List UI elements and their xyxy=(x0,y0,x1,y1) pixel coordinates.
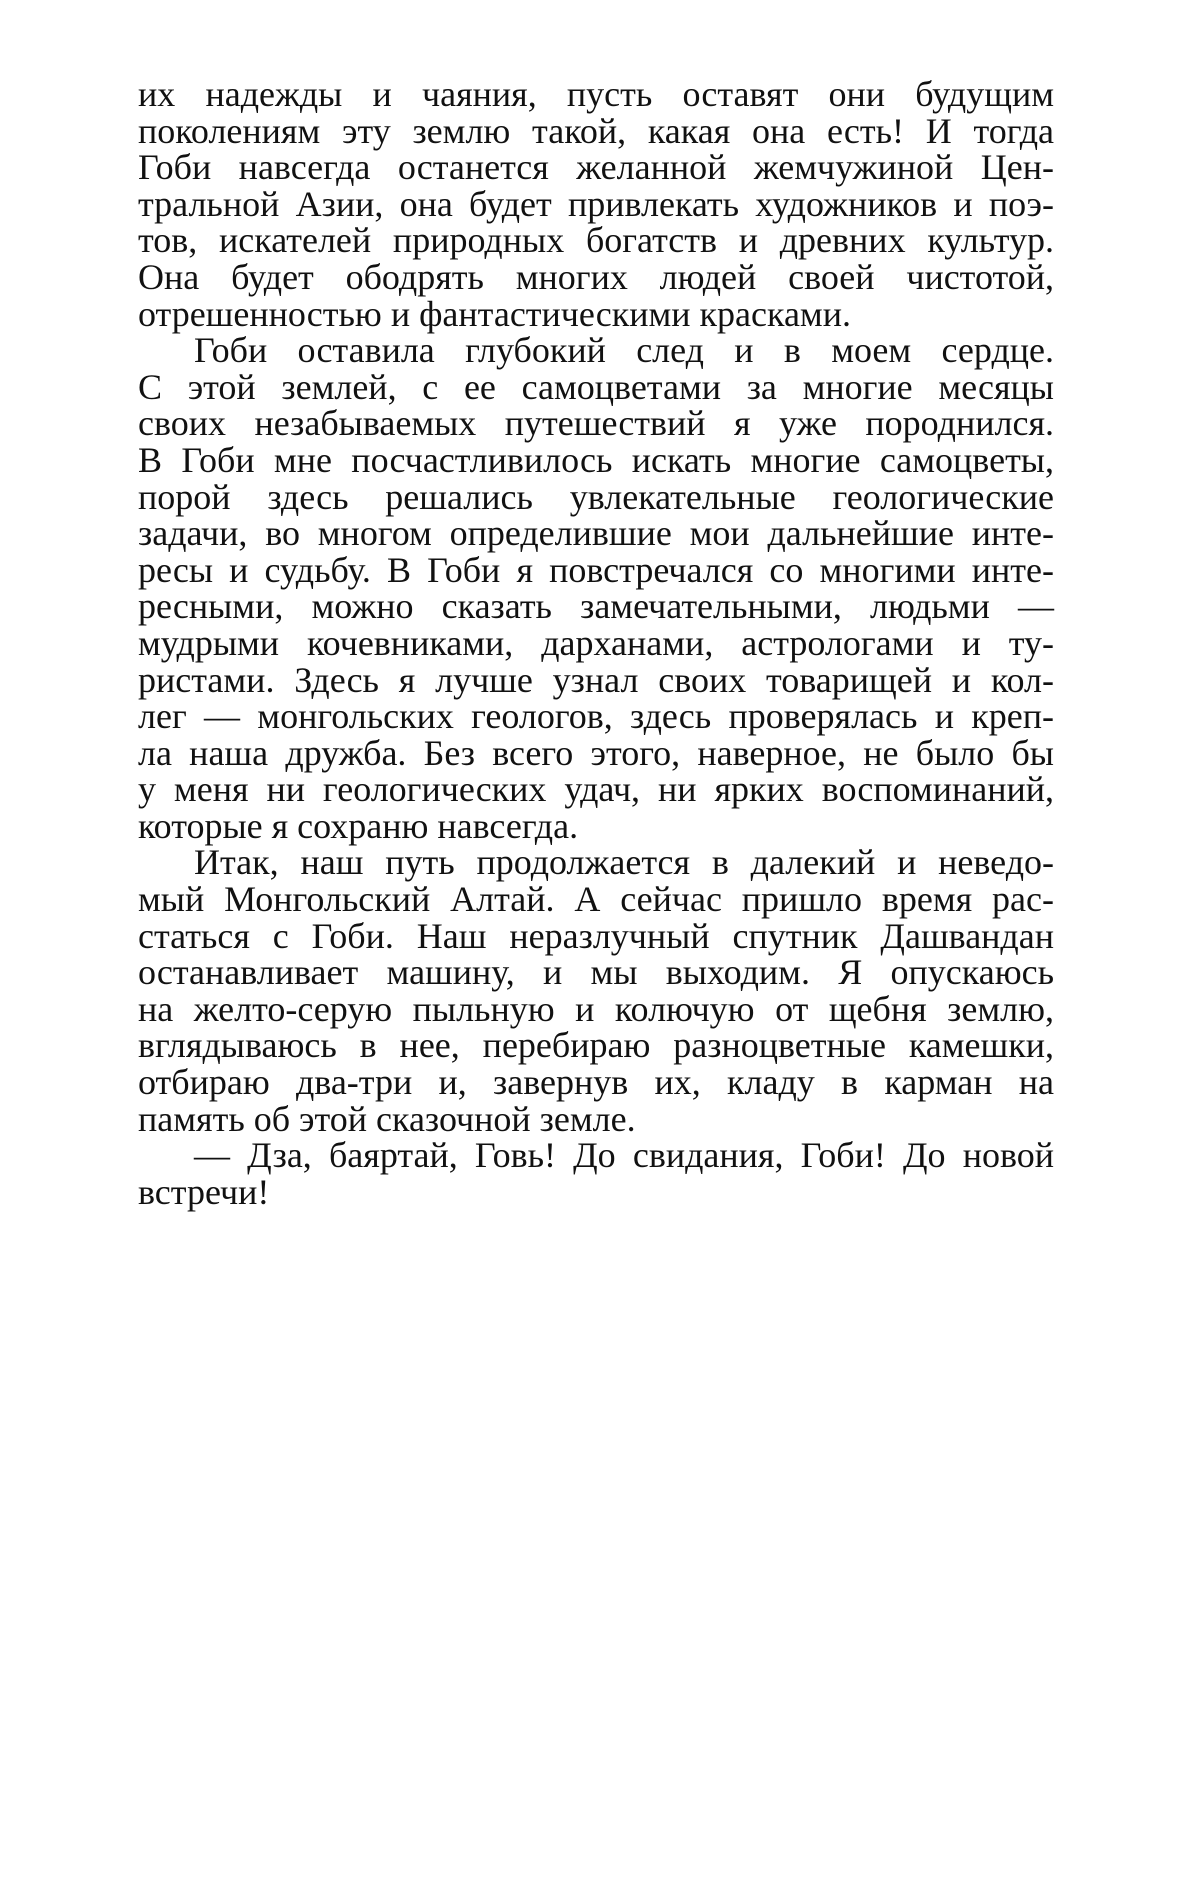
text-line: ресными, можно сказать замечательными, людьми — xyxy=(138,586,1054,627)
text-line: поколениям эту землю такой, какая она есть! И тогда xyxy=(138,110,1054,151)
paragraph-4 xyxy=(138,1137,1054,1210)
text-line: Гоби навсегда останется желанной жемчужиной Цен- xyxy=(138,147,1054,188)
text-line: которые я сохраню навсегда. xyxy=(138,805,579,846)
text-line: их надежды и чаяния, пусть оставят они будущим xyxy=(138,74,1054,114)
text-line: мудрыми кочевниками, дарханами, астрологами и ту- xyxy=(138,622,1054,663)
text-line: Итак, наш путь продолжается в далекий и неведо- xyxy=(194,842,1054,883)
text-line: своих незабываемых путешествий я уже породнился. xyxy=(138,403,1054,444)
text-line: ристами. Здесь я лучше узнал своих товарищей и кол- xyxy=(138,659,1054,700)
paragraph-1 xyxy=(138,76,1054,332)
text-line: Гоби оставила глубокий след и в моем сердце. xyxy=(194,330,1054,371)
text-line: вглядываюсь в нее, перебираю разноцветные камешки, xyxy=(138,1025,1054,1066)
text-line: — Дза, баяртай, Говь! До свидания, Гоби! До новой xyxy=(194,1135,1054,1176)
paragraph-3 xyxy=(138,844,1054,1137)
text-line: встречи! xyxy=(138,1171,270,1212)
text-line: задачи, во многом определившие мои дальнейшие инте- xyxy=(138,513,1054,554)
text-line: память об этой сказочной земле. xyxy=(138,1098,636,1139)
text-line: мый Монгольский Алтай. А сейчас пришло время рас- xyxy=(138,879,1054,920)
body-text xyxy=(138,76,1054,1210)
paragraph-2 xyxy=(138,332,1054,844)
text-line: отрешенностью и фантастическими красками. xyxy=(138,293,851,334)
text-line: В Гоби мне посчастливилось искать многие самоцветы, xyxy=(138,439,1054,480)
text-line: Она будет ободрять многих людей своей чистотой, xyxy=(138,256,1054,297)
text-line: отбираю два-три и, завернув их, кладу в карман на xyxy=(138,1062,1054,1103)
text-line: ла наша дружба. Без всего этого, наверное, не было бы xyxy=(138,732,1054,773)
text-line: порой здесь решались увлекательные геологические xyxy=(138,476,1054,517)
text-line: останавливает машину, и мы выходим. Я опускаюсь xyxy=(138,952,1054,993)
text-line: тральной Азии, она будет привлекать художников и поэ- xyxy=(138,183,1054,224)
text-line: ресы и судьбу. В Гоби я повстречался со многими инте- xyxy=(138,549,1054,590)
text-line: статься с Гоби. Наш неразлучный спутник Дашвандан xyxy=(138,915,1054,956)
text-line: тов, искателей природных богатств и древних культур. xyxy=(138,220,1054,261)
text-line: у меня ни геологических удач, ни ярких воспоминаний, xyxy=(138,769,1054,810)
text-line: на желто-серую пыльную и колючую от щебня землю, xyxy=(138,988,1054,1029)
text-line: лег — монгольских геологов, здесь проверялась и креп- xyxy=(138,696,1054,737)
text-line: С этой землей, с ее самоцветами за многие месяцы xyxy=(138,366,1054,407)
